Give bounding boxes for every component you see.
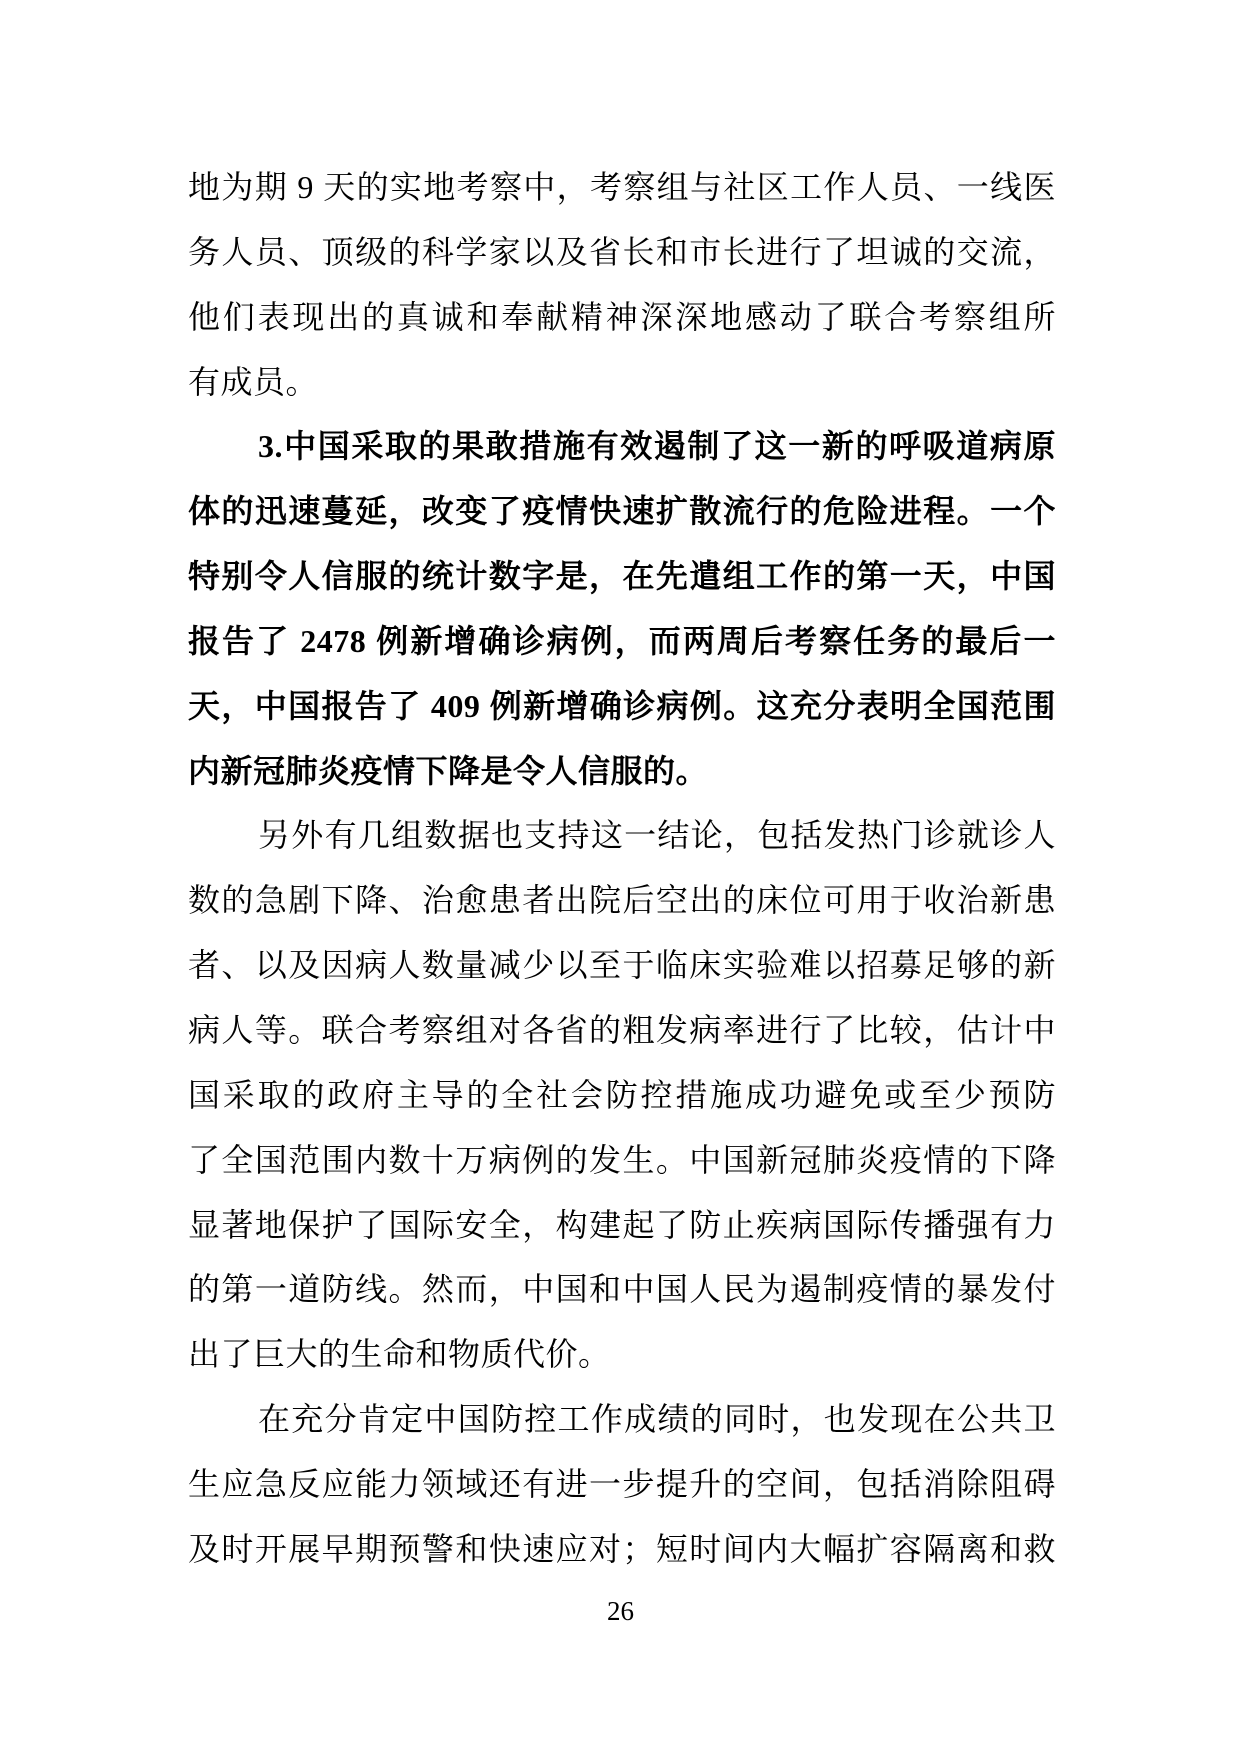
text-block xyxy=(188,155,1056,1582)
text-line: 他们表现出的真诚和奉献精神深深地感动了联合考察组所 xyxy=(188,298,1056,335)
text-line: 国采取的政府主导的全社会防控措施成功避免或至少预防 xyxy=(188,1076,1056,1113)
text-line: 显著地保护了国际安全，构建起了防止疾病国际传播强有力 xyxy=(188,1206,1056,1243)
text-line: 出了巨大的生命和物质代价。 xyxy=(188,1336,611,1373)
text-line: 及时开展早期预警和快速应对；短时间内大幅扩容隔离和救 xyxy=(188,1530,1056,1567)
text-line: 特别令人信服的统计数字是，在先遣组工作的第一天，中国 xyxy=(188,558,1056,595)
text-line: 内新冠肺炎疫情下降是令人信服的。 xyxy=(188,752,709,789)
text-line: 者、以及因病人数量减少以至于临床实验难以招募足够的新 xyxy=(188,947,1056,984)
text-line: 地为期 9 天的实地考察中，考察组与社区工作人员、一线医 xyxy=(188,169,1056,205)
text-line: 报告了 2478 例新增确诊病例，而两周后考察任务的最后一 xyxy=(188,622,1056,659)
text-line: 了全国范围内数十万病例的发生。中国新冠肺炎疫情的下降 xyxy=(188,1141,1056,1178)
text-line: 体的迅速蔓延，改变了疫情快速扩散流行的危险进程。一个 xyxy=(188,493,1056,530)
page-number: 26 xyxy=(607,1596,634,1626)
text-line: 数的急剧下降、治愈患者出院后空出的床位可用于收治新患 xyxy=(188,882,1056,919)
text-line: 病人等。联合考察组对各省的粗发病率进行了比较，估计中 xyxy=(188,1011,1056,1048)
text-line: 天，中国报告了 409 例新增确诊病例。这充分表明全国范围 xyxy=(188,687,1056,724)
text-line: 3.中国采取的果敢措施有效遏制了这一新的呼吸道病原 xyxy=(258,428,1056,465)
text-line: 有成员。 xyxy=(188,363,319,400)
text-line: 生应急反应能力领域还有进一步提升的空间，包括消除阻碍 xyxy=(188,1465,1056,1502)
text-line: 另外有几组数据也支持这一结论，包括发热门诊就诊人 xyxy=(258,817,1056,854)
text-line: 的第一道防线。然而，中国和中国人民为遏制疫情的暴发付 xyxy=(188,1271,1056,1308)
text-line: 务人员、顶级的科学家以及省长和市长进行了坦诚的交流， xyxy=(188,233,1056,270)
text-line: 在充分肯定中国防控工作成绩的同时，也发现在公共卫 xyxy=(258,1401,1056,1438)
